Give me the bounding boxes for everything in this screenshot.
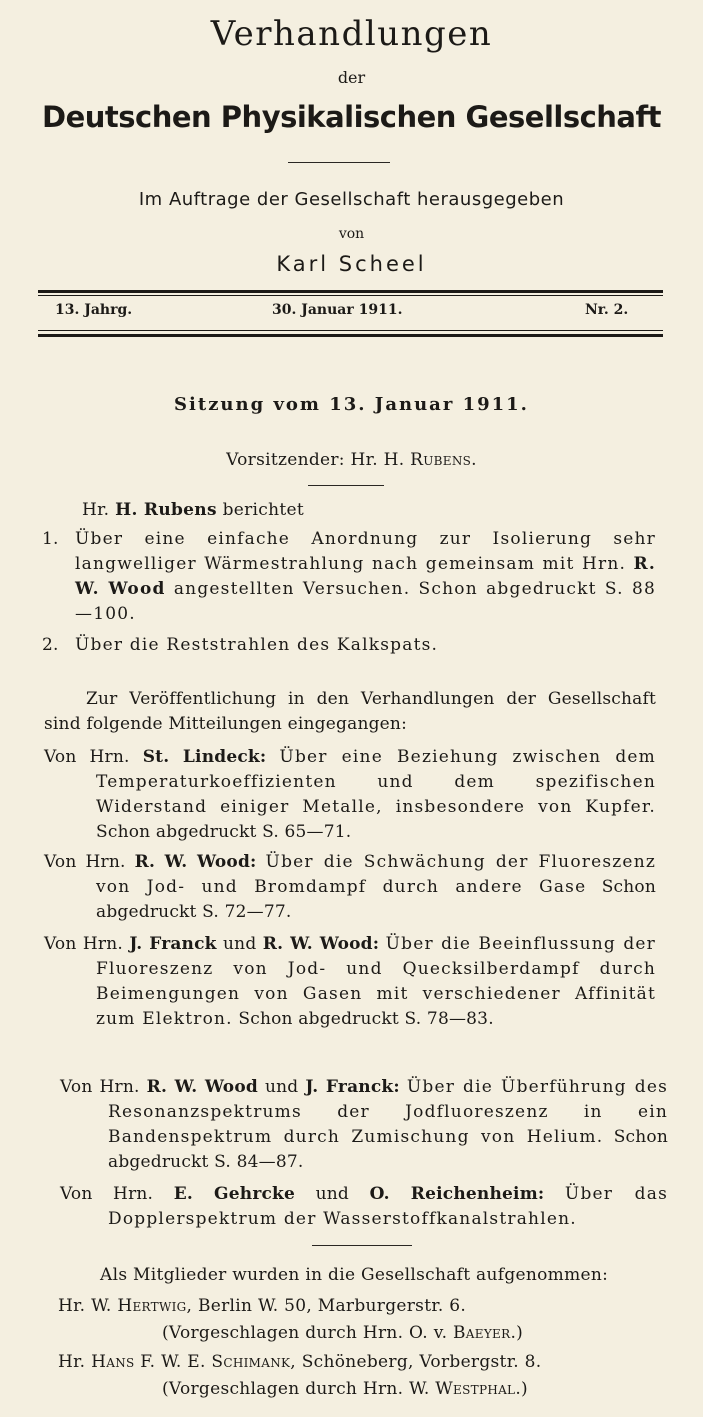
c3-prefix: Von Hrn. xyxy=(44,934,123,954)
c3-title: Über die Beeinflussung der Fluoreszenz von Jod- und Quecksilberdampf durch Beimengungen von Gasen mit verschiedener Affinität zum Elektron. xyxy=(96,934,657,1029)
journal-title-der: der xyxy=(337,68,366,87)
members-divider xyxy=(312,1245,412,1246)
communication-1 xyxy=(44,745,656,845)
c4-author-2: J. Franck: xyxy=(305,1077,400,1097)
c3-und: und xyxy=(223,934,257,954)
session-heading: Sitzung vom 13. Januar 1911. xyxy=(174,394,529,415)
issue-year: 13. Jahrg. xyxy=(55,302,133,318)
journal-title: Verhandlungen xyxy=(210,14,493,54)
c1-title: Über eine Beziehung zwischen dem Temperaturkoeffizienten und dem spezifischen Widerstand einiger Metalle, insbesondere von Kupfer. xyxy=(96,747,657,817)
issue-rule-bottom xyxy=(38,334,663,337)
issue-number: Nr. 2. xyxy=(585,302,629,318)
member-1-name: Hertwig, xyxy=(117,1296,193,1316)
c1-reference: Schon abgedruckt S. 65—71. xyxy=(96,822,352,842)
chair-prefix: Vorsitzender: Hr. H. xyxy=(226,450,405,470)
report-intro-suffix: berichtet xyxy=(222,500,304,520)
report-item-1 xyxy=(42,527,656,627)
editor-name: Karl Scheel xyxy=(276,252,427,276)
member-1 xyxy=(58,1294,466,1319)
c4-reference: Schon abgedruckt S. 84—87. xyxy=(108,1127,668,1172)
member-2-proposer-prefix: (Vorgeschlagen durch Hrn. W. xyxy=(162,1379,430,1399)
communication-3 xyxy=(44,932,656,1032)
member-1-address: Berlin W. 50, Marburgerstr. 6. xyxy=(197,1296,467,1316)
member-1-prefix: Hr. W. xyxy=(58,1296,112,1316)
c2-prefix: Von Hrn. xyxy=(44,852,126,872)
communication-4 xyxy=(60,1075,668,1175)
communication-5 xyxy=(60,1182,668,1232)
member-2-address: Schöneberg, Vorbergstr. 8. xyxy=(301,1352,542,1372)
report-item-1-text xyxy=(75,527,656,627)
report-item-1-name: R. W. Wood xyxy=(75,554,656,599)
c5-author-2: O. Reichenheim: xyxy=(369,1184,545,1204)
c4-prefix: Von Hrn. xyxy=(60,1077,140,1097)
report-item-2-num: 2. xyxy=(42,635,59,655)
report-item-1-num: 1. xyxy=(42,529,59,549)
commission-line: Im Auftrage der Gesellschaft herausgegeben xyxy=(138,189,565,210)
c3-author-2: R. W. Wood: xyxy=(262,934,380,954)
report-intro-prefix: Hr. xyxy=(82,500,110,520)
member-2-prefix: Hr. xyxy=(58,1352,86,1372)
report-intro xyxy=(82,498,304,523)
c2-title: Über die Schwächung der Fluoreszenz von Jod- und Bromdampf durch andere Gase xyxy=(96,852,656,897)
member-2-proposer-name: Westphal.) xyxy=(435,1379,528,1399)
member-2-name: Hans F. W. E. Schimank, xyxy=(91,1352,296,1372)
report-item-1-text-a: Über eine einfache Anordnung zur Isolierung sehr langwelliger Wärmestrahlung nach gemeinsam mit Hrn. xyxy=(75,529,656,574)
member-1-proposer xyxy=(162,1321,523,1346)
c5-title: Über das Dopplerspektrum der Wasserstoffkanalstrahlen. xyxy=(108,1184,669,1229)
c5-prefix: Von Hrn. xyxy=(60,1184,154,1204)
member-1-proposer-prefix: (Vorgeschlagen durch Hrn. O. v. xyxy=(162,1323,448,1343)
member-2-proposer xyxy=(162,1377,528,1402)
c2-author: R. W. Wood: xyxy=(134,852,257,872)
report-intro-name: H. Rubens xyxy=(115,500,217,520)
c3-author-1: J. Franck xyxy=(129,934,217,954)
report-item-1-text-b: angestellten Versuchen. Schon abgedruckt S. 88—100. xyxy=(75,579,657,624)
c4-title: Über die Überführung des Resonanzspektrums der Jodfluoreszenz in ein Bandenspektrum durch Zumischung von Helium. xyxy=(108,1077,669,1147)
chair-name: Rubens. xyxy=(410,450,477,470)
c4-und: und xyxy=(264,1077,299,1097)
chair-divider xyxy=(308,485,384,486)
c2-reference: Schon abgedruckt S. 72—77. xyxy=(96,877,657,922)
issue-rule-bottom-thin xyxy=(38,330,663,331)
issue-rule-top-thin xyxy=(38,295,663,296)
issue-rule-top xyxy=(38,290,663,293)
session-chair xyxy=(0,450,703,470)
society-name: Deutschen Physikalischen Gesellschaft xyxy=(42,100,661,134)
c1-author: St. Lindeck: xyxy=(142,747,267,767)
report-item-2-text: Über die Reststrahlen des Kalkspats. xyxy=(75,635,439,655)
members-intro: Als Mitglieder wurden in die Gesellschaft aufgenommen: xyxy=(100,1265,609,1285)
c3-reference: Schon abgedruckt S. 78—83. xyxy=(238,1009,494,1029)
title-divider xyxy=(288,162,390,163)
c5-author-1: E. Gehrcke xyxy=(173,1184,296,1204)
c5-und: und xyxy=(315,1184,350,1204)
communication-2 xyxy=(44,850,656,925)
issue-date: 30. Januar 1911. xyxy=(272,302,403,318)
member-1-proposer-name: Baeyer.) xyxy=(453,1323,524,1343)
member-2 xyxy=(58,1350,541,1375)
c4-author-1: R. W. Wood xyxy=(146,1077,258,1097)
von-line: von xyxy=(338,226,365,242)
report-item-2 xyxy=(42,633,656,658)
communications-intro: Zur Veröffentlichung in den Verhandlungen der Gesellschaft sind folgende Mitteilungen eingegangen: xyxy=(44,689,656,734)
c1-prefix: Von Hrn. xyxy=(44,747,130,767)
